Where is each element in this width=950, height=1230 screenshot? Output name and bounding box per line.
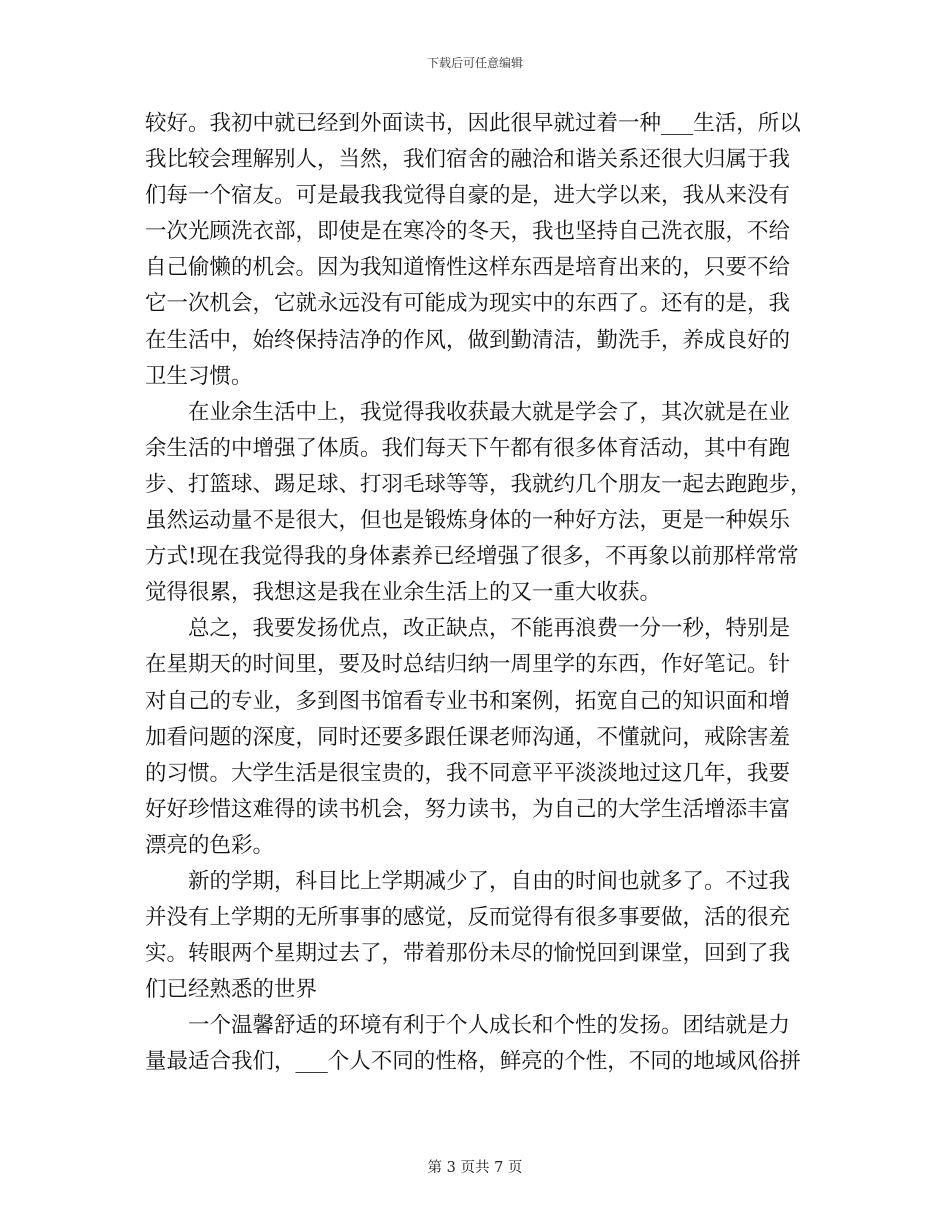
text-line: 它一次机会，它就永远没有可能成为现实中的东西了。还有的是，我 <box>145 291 791 317</box>
paragraph-start-line: 在业余生活中上，我觉得我收获最大就是学会了，其次就是在业 <box>188 399 791 425</box>
text-line: 量最适合我们，___个人不同的性格，鲜亮的个性，不同的地域风俗拼 <box>145 1049 801 1075</box>
text-line: 好好珍惜这难得的读书机会，努力读书，为自己的大学生活增添丰富 <box>145 796 791 822</box>
text-line: 们已经熟悉的世界 <box>145 977 318 1003</box>
text-line: 漂亮的色彩。 <box>145 832 275 858</box>
text-line: 们每一个宿友。可是最我我觉得自豪的是，进大学以来，我从来没有 <box>145 183 791 209</box>
text-line: 觉得很累，我想这是我在业余生活上的又一重大收获。 <box>145 580 662 606</box>
text-line: 实。转眼两个星期过去了，带着那份未尽的愉悦回到课堂，回到了我 <box>145 941 791 967</box>
paragraph-start-line: 一个温馨舒适的环境有利于个人成长和个性的发扬。团结就是力 <box>188 1013 791 1039</box>
text-line: 余生活的中增强了体质。我们每天下午都有很多体育活动，其中有跑 <box>145 435 791 461</box>
paragraph-start-line: 总之，我要发扬优点，改正缺点，不能再浪费一分一秒，特别是 <box>188 616 791 642</box>
text-line: 在生活中，始终保持洁净的作风，做到勤清洁，勤洗手，养成良好的 <box>145 327 791 353</box>
text-line: 较好。我初中就已经到外面读书，因此很早就过着一种___生活，所以 <box>145 111 801 136</box>
paragraph-start-line: 新的学期，科目比上学期减少了，自由的时间也就多了。不过我 <box>188 868 791 894</box>
text-line: 的习惯。大学生活是很宝贵的，我不同意平平淡淡地过这几年，我要 <box>145 760 791 786</box>
text-line: 虽然运动量不是很大，但也是锻炼身体的一种好方法，更是一种娱乐 <box>145 508 791 534</box>
text-line: 在星期天的时间里，要及时总结归纳一周里学的东西，作好笔记。针 <box>145 652 791 678</box>
text-line: 自己偷懒的机会。因为我知道惰性这样东西是培育出来的，只要不给 <box>145 255 791 281</box>
page-header: 下载后可任意编辑 <box>426 56 523 70</box>
page-number-footer: 第 3 页共 7 页 <box>427 1160 523 1176</box>
text-line: 对自己的专业，多到图书馆看专业书和案例，拓宽自己的知识面和增 <box>145 688 791 714</box>
text-line: 我比较会理解别人，当然，我们宿舍的融洽和谐关系还很大归属于我 <box>145 147 791 173</box>
text-line: 加看问题的深度，同时还要多跟任课老师沟通，不懂就问，戒除害羞 <box>145 724 791 750</box>
text-line: 步、打篮球、踢足球、打羽毛球等等，我就约几个朋友一起去跑跑步， <box>145 471 812 497</box>
text-line: 并没有上学期的无所事事的感觉，反而觉得有很多事要做，活的很充 <box>145 905 791 931</box>
text-line: 卫生习惯。 <box>145 363 253 389</box>
text-line: 方式!现在我觉得我的身体素养已经增强了很多，不再象以前那样常常 <box>145 544 799 570</box>
body-text <box>145 106 810 1081</box>
text-line: 一次光顾洗衣部，即使是在寒冷的冬天，我也坚持自己洗衣服，不给 <box>145 219 791 245</box>
